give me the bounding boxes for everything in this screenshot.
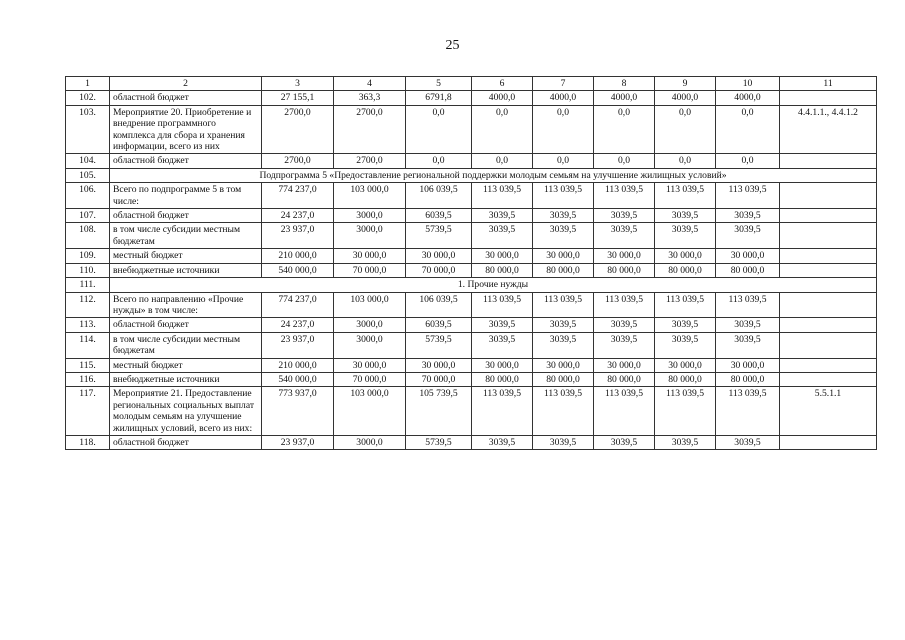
- value-cell: 0,0: [406, 154, 472, 168]
- note-cell: [780, 358, 877, 372]
- value-cell: 3039,5: [716, 332, 780, 358]
- value-cell: 2700,0: [334, 105, 406, 154]
- value-cell: 106 039,5: [406, 292, 472, 318]
- table-row: [66, 154, 877, 168]
- value-cell: 210 000,0: [262, 249, 334, 263]
- value-cell: 113 039,5: [655, 183, 716, 209]
- value-cell: 2700,0: [262, 154, 334, 168]
- value-cell: 30 000,0: [655, 249, 716, 263]
- value-cell: 23 937,0: [262, 435, 334, 449]
- column-number-header: 9: [655, 77, 716, 91]
- value-cell: 0,0: [472, 105, 533, 154]
- value-cell: 70 000,0: [406, 263, 472, 277]
- value-cell: 773 937,0: [262, 387, 334, 436]
- value-cell: 80 000,0: [716, 372, 780, 386]
- value-cell: 3039,5: [655, 209, 716, 223]
- value-cell: 113 039,5: [716, 183, 780, 209]
- value-cell: 4000,0: [472, 91, 533, 105]
- table-row: [66, 105, 877, 154]
- value-cell: 103 000,0: [334, 387, 406, 436]
- value-cell: 2700,0: [334, 154, 406, 168]
- value-cell: 80 000,0: [655, 372, 716, 386]
- table-row: [66, 358, 877, 372]
- table-row: [66, 332, 877, 358]
- page-number: 25: [445, 38, 460, 53]
- value-cell: 6039,5: [406, 318, 472, 332]
- column-number-header: 4: [334, 77, 406, 91]
- row-label: Мероприятие 21. Предоставление региональных социальных выплат молодым семьям на улучшение жилищных условий, всего из них:: [110, 387, 262, 436]
- table-row: [66, 168, 877, 182]
- note-cell: [780, 332, 877, 358]
- value-cell: 113 039,5: [594, 183, 655, 209]
- value-cell: 30 000,0: [334, 358, 406, 372]
- value-cell: 113 039,5: [594, 292, 655, 318]
- value-cell: 3039,5: [533, 209, 594, 223]
- value-cell: 3039,5: [472, 332, 533, 358]
- row-label: Всего по направлению «Прочие нужды» в том числе:: [110, 292, 262, 318]
- note-cell: [780, 91, 877, 105]
- row-number: 103.: [66, 105, 110, 154]
- note-cell: [780, 209, 877, 223]
- column-number-header: 6: [472, 77, 533, 91]
- column-number-header: 2: [110, 77, 262, 91]
- value-cell: 540 000,0: [262, 372, 334, 386]
- value-cell: 70 000,0: [406, 372, 472, 386]
- row-label: областной бюджет: [110, 154, 262, 168]
- row-number: 109.: [66, 249, 110, 263]
- value-cell: 113 039,5: [716, 387, 780, 436]
- value-cell: 4000,0: [594, 91, 655, 105]
- column-number-header: 7: [533, 77, 594, 91]
- value-cell: 3000,0: [334, 332, 406, 358]
- value-cell: 113 039,5: [472, 292, 533, 318]
- row-number: 104.: [66, 154, 110, 168]
- column-number-header: 10: [716, 77, 780, 91]
- row-number: 111.: [66, 278, 110, 292]
- value-cell: 3039,5: [716, 223, 780, 249]
- row-number: 114.: [66, 332, 110, 358]
- value-cell: 6791,8: [406, 91, 472, 105]
- value-cell: 3039,5: [716, 318, 780, 332]
- note-cell: [780, 154, 877, 168]
- row-label: областной бюджет: [110, 318, 262, 332]
- row-label: Мероприятие 20. Приобретение и внедрение программного комплекса для сбора и хранения информации, всего из них: [110, 105, 262, 154]
- value-cell: 3039,5: [533, 435, 594, 449]
- row-number: 102.: [66, 91, 110, 105]
- value-cell: 30 000,0: [533, 249, 594, 263]
- column-number-header: 8: [594, 77, 655, 91]
- row-number: 110.: [66, 263, 110, 277]
- note-cell: [780, 435, 877, 449]
- table-row: [66, 318, 877, 332]
- value-cell: 3039,5: [655, 223, 716, 249]
- row-label: местный бюджет: [110, 358, 262, 372]
- value-cell: 80 000,0: [716, 263, 780, 277]
- value-cell: 113 039,5: [594, 387, 655, 436]
- value-cell: 103 000,0: [334, 292, 406, 318]
- value-cell: 113 039,5: [655, 292, 716, 318]
- value-cell: 30 000,0: [334, 249, 406, 263]
- table-row: [66, 435, 877, 449]
- row-number: 112.: [66, 292, 110, 318]
- value-cell: 30 000,0: [716, 249, 780, 263]
- value-cell: 30 000,0: [655, 358, 716, 372]
- value-cell: 105 739,5: [406, 387, 472, 436]
- value-cell: 3039,5: [472, 435, 533, 449]
- value-cell: 24 237,0: [262, 318, 334, 332]
- table-row: [66, 209, 877, 223]
- value-cell: 4000,0: [533, 91, 594, 105]
- column-number-header: 3: [262, 77, 334, 91]
- value-cell: 113 039,5: [716, 292, 780, 318]
- value-cell: 3039,5: [533, 318, 594, 332]
- value-cell: 0,0: [406, 105, 472, 154]
- value-cell: 3039,5: [594, 318, 655, 332]
- value-cell: 30 000,0: [594, 249, 655, 263]
- value-cell: 70 000,0: [334, 372, 406, 386]
- row-label: в том числе субсидии местным бюджетам: [110, 223, 262, 249]
- value-cell: 30 000,0: [594, 358, 655, 372]
- value-cell: 540 000,0: [262, 263, 334, 277]
- value-cell: 3039,5: [716, 435, 780, 449]
- row-label: местный бюджет: [110, 249, 262, 263]
- row-number: 118.: [66, 435, 110, 449]
- value-cell: 80 000,0: [655, 263, 716, 277]
- value-cell: 113 039,5: [472, 183, 533, 209]
- value-cell: 30 000,0: [472, 358, 533, 372]
- value-cell: 3039,5: [533, 332, 594, 358]
- row-number: 113.: [66, 318, 110, 332]
- value-cell: 113 039,5: [655, 387, 716, 436]
- value-cell: 3039,5: [594, 209, 655, 223]
- row-number: 106.: [66, 183, 110, 209]
- value-cell: 3000,0: [334, 435, 406, 449]
- value-cell: 3039,5: [655, 332, 716, 358]
- value-cell: 0,0: [472, 154, 533, 168]
- row-label: внебюджетные источники: [110, 372, 262, 386]
- value-cell: 113 039,5: [533, 183, 594, 209]
- row-label: Всего по подпрограмме 5 в том числе:: [110, 183, 262, 209]
- value-cell: 3039,5: [594, 435, 655, 449]
- note-cell: [780, 372, 877, 386]
- value-cell: 3039,5: [594, 332, 655, 358]
- row-number: 107.: [66, 209, 110, 223]
- value-cell: 3039,5: [533, 223, 594, 249]
- value-cell: 4000,0: [655, 91, 716, 105]
- table-row: [66, 372, 877, 386]
- value-cell: 30 000,0: [533, 358, 594, 372]
- value-cell: 5739,5: [406, 332, 472, 358]
- value-cell: 113 039,5: [533, 292, 594, 318]
- row-label: внебюджетные источники: [110, 263, 262, 277]
- value-cell: 3039,5: [472, 318, 533, 332]
- value-cell: 0,0: [655, 105, 716, 154]
- value-cell: 3039,5: [655, 318, 716, 332]
- value-cell: 6039,5: [406, 209, 472, 223]
- value-cell: 3000,0: [334, 223, 406, 249]
- section-heading: Подпрограмма 5 «Предоставление региональной поддержки молодым семьям на улучшение жилищных условий»: [110, 168, 877, 182]
- note-cell: [780, 183, 877, 209]
- value-cell: 363,3: [334, 91, 406, 105]
- row-number: 108.: [66, 223, 110, 249]
- note-cell: 5.5.1.1: [780, 387, 877, 436]
- note-cell: [780, 292, 877, 318]
- note-cell: [780, 223, 877, 249]
- section-heading: 1. Прочие нужды: [110, 278, 877, 292]
- table-row: [66, 183, 877, 209]
- value-cell: 24 237,0: [262, 209, 334, 223]
- table-row: [66, 387, 877, 436]
- column-number-header: 1: [66, 77, 110, 91]
- value-cell: 80 000,0: [533, 263, 594, 277]
- value-cell: 3039,5: [716, 209, 780, 223]
- row-label: областной бюджет: [110, 91, 262, 105]
- row-label: областной бюджет: [110, 435, 262, 449]
- value-cell: 30 000,0: [406, 249, 472, 263]
- value-cell: 113 039,5: [472, 387, 533, 436]
- value-cell: 3000,0: [334, 318, 406, 332]
- value-cell: 30 000,0: [472, 249, 533, 263]
- value-cell: 23 937,0: [262, 332, 334, 358]
- value-cell: 23 937,0: [262, 223, 334, 249]
- value-cell: 80 000,0: [594, 263, 655, 277]
- value-cell: 113 039,5: [533, 387, 594, 436]
- value-cell: 2700,0: [262, 105, 334, 154]
- value-cell: 0,0: [594, 105, 655, 154]
- value-cell: 210 000,0: [262, 358, 334, 372]
- table-row: [66, 292, 877, 318]
- value-cell: 3000,0: [334, 209, 406, 223]
- row-label: областной бюджет: [110, 209, 262, 223]
- column-number-header: 5: [406, 77, 472, 91]
- value-cell: 106 039,5: [406, 183, 472, 209]
- row-number: 117.: [66, 387, 110, 436]
- table-row: [66, 223, 877, 249]
- note-cell: 4.4.1.1., 4.4.1.2: [780, 105, 877, 154]
- row-number: 116.: [66, 372, 110, 386]
- value-cell: 0,0: [655, 154, 716, 168]
- row-number: 105.: [66, 168, 110, 182]
- value-cell: 0,0: [716, 154, 780, 168]
- value-cell: 774 237,0: [262, 183, 334, 209]
- table-header-row: [66, 77, 877, 91]
- value-cell: 0,0: [533, 105, 594, 154]
- value-cell: 5739,5: [406, 435, 472, 449]
- row-label: в том числе субсидии местным бюджетам: [110, 332, 262, 358]
- value-cell: 4000,0: [716, 91, 780, 105]
- table-row: [66, 91, 877, 105]
- value-cell: 80 000,0: [472, 372, 533, 386]
- value-cell: 0,0: [594, 154, 655, 168]
- value-cell: 80 000,0: [533, 372, 594, 386]
- note-cell: [780, 249, 877, 263]
- table-row: [66, 263, 877, 277]
- value-cell: 30 000,0: [406, 358, 472, 372]
- value-cell: 103 000,0: [334, 183, 406, 209]
- note-cell: [780, 263, 877, 277]
- value-cell: 3039,5: [472, 223, 533, 249]
- row-number: 115.: [66, 358, 110, 372]
- value-cell: 3039,5: [594, 223, 655, 249]
- value-cell: 80 000,0: [472, 263, 533, 277]
- value-cell: 80 000,0: [594, 372, 655, 386]
- value-cell: 3039,5: [655, 435, 716, 449]
- table-row: [66, 249, 877, 263]
- value-cell: 0,0: [533, 154, 594, 168]
- value-cell: 30 000,0: [716, 358, 780, 372]
- value-cell: 3039,5: [472, 209, 533, 223]
- value-cell: 5739,5: [406, 223, 472, 249]
- table-row: [66, 278, 877, 292]
- value-cell: 774 237,0: [262, 292, 334, 318]
- budget-table: [65, 76, 877, 450]
- note-cell: [780, 318, 877, 332]
- column-number-header: 11: [780, 77, 877, 91]
- value-cell: 27 155,1: [262, 91, 334, 105]
- value-cell: 70 000,0: [334, 263, 406, 277]
- value-cell: 0,0: [716, 105, 780, 154]
